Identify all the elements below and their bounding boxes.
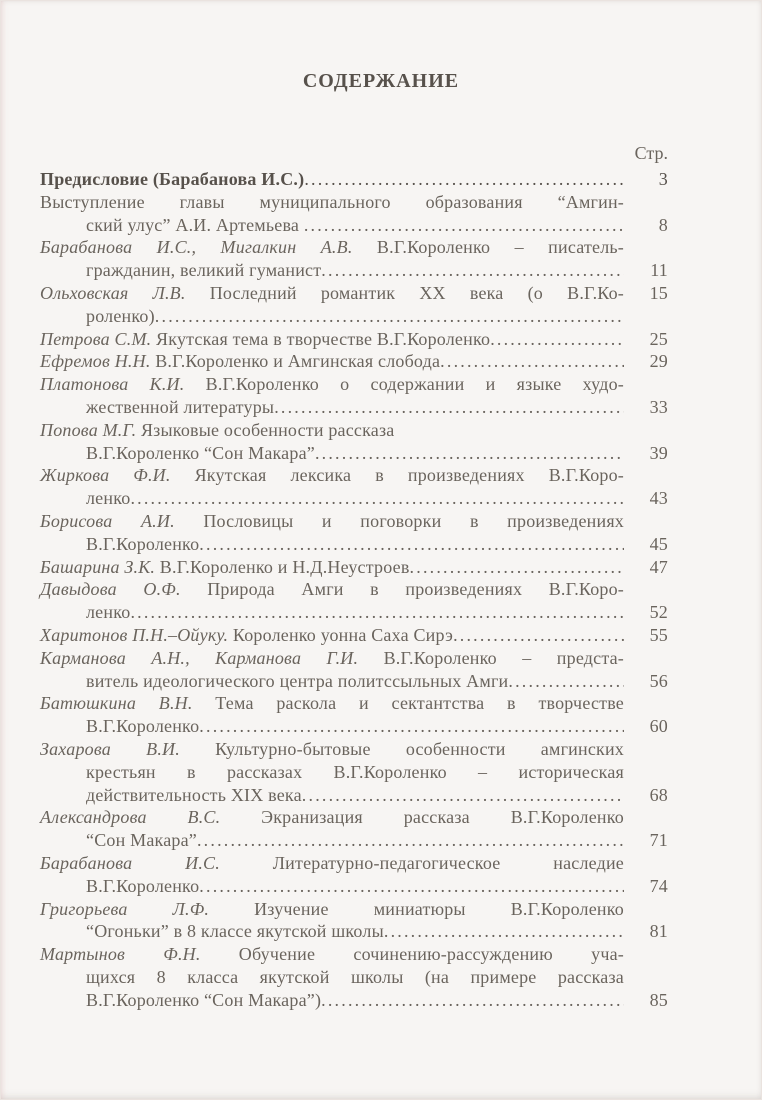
toc-title-text: Пословицы и поговорки в произведениях <box>174 510 624 531</box>
toc-line <box>40 442 668 465</box>
dot-leader <box>490 328 624 351</box>
toc-line-text <box>40 806 624 829</box>
dot-leader <box>130 487 624 510</box>
toc-line <box>40 305 668 328</box>
toc-line-text <box>40 692 624 715</box>
toc-title-text: Экранизация рассказа В.Г.Короленко <box>220 807 624 828</box>
toc-title-text: В.Г.Короленко – писатель- <box>352 237 624 258</box>
toc-title-text: щихся 8 класса якутской школы (на примере рассказа <box>86 966 624 987</box>
toc-title-text: крестьян в рассказах В.Г.Короленко – историческая <box>86 761 624 782</box>
toc-author: Захарова В.И. <box>40 738 180 759</box>
toc-author: Борисова А.И. <box>40 510 175 531</box>
toc-title-text: “Огоньки” в 8 классе якутской школы <box>86 921 384 942</box>
toc-author: Барабанова И.С. <box>40 852 220 873</box>
dot-leader <box>199 875 624 898</box>
toc-line-text <box>40 328 624 351</box>
toc-line <box>40 989 668 1012</box>
toc-title-text: ский улус” А.И. Артемьева <box>86 214 304 235</box>
toc-author: Харитонов П.Н.–Ойуку. <box>40 624 229 645</box>
toc-line <box>40 191 668 214</box>
toc-title-text: Якутская тема в творчестве В.Г.Короленко <box>151 328 491 349</box>
page-column-header: Стр. <box>634 143 668 163</box>
toc-author: Григорьева Л.Ф. <box>40 898 210 919</box>
toc-title-text: “Сон Макара” <box>86 830 197 851</box>
toc-line <box>40 487 668 510</box>
toc-page-number: 3 <box>658 169 668 189</box>
dot-leader <box>315 442 624 465</box>
toc-title-text: В.Г.Короленко “Сон Макара” <box>86 442 315 463</box>
toc-page-number: 15 <box>649 282 668 303</box>
toc-title-text: В.Г.Короленко <box>86 533 200 554</box>
toc-title-text: Выступление главы муниципального образования “Амгин- <box>40 191 624 212</box>
toc-title-text: Короленко уонна Саха Сирэ <box>228 624 454 645</box>
toc-line-text <box>40 898 624 921</box>
toc-line-text <box>40 875 624 898</box>
toc-line <box>40 556 668 579</box>
dot-leader <box>453 624 624 647</box>
toc-author: Петрова С.М. <box>40 328 152 349</box>
toc-page-number: 43 <box>649 488 668 509</box>
toc-line-text <box>40 442 624 465</box>
toc-page-number: 8 <box>658 214 668 235</box>
toc-line-text <box>40 943 624 966</box>
toc-line-text <box>40 829 624 852</box>
toc-list <box>40 168 668 1011</box>
toc-line-text <box>40 487 624 510</box>
toc-line <box>40 259 668 282</box>
table-of-contents <box>40 141 668 1011</box>
toc-line-text <box>40 533 624 556</box>
toc-page-number: 29 <box>649 351 668 372</box>
toc-line-text <box>40 168 624 191</box>
toc-author: Жиркова Ф.И. <box>40 465 171 486</box>
toc-title-text: В.Г.Короленко – предста- <box>358 647 624 668</box>
dot-leader <box>304 168 624 191</box>
toc-line-text <box>40 647 624 670</box>
toc-line-text <box>40 259 624 282</box>
toc-line <box>40 692 668 715</box>
toc-line <box>40 350 668 373</box>
toc-page-number: 39 <box>649 442 668 463</box>
toc-page-number: 60 <box>649 716 668 737</box>
toc-line <box>40 852 668 875</box>
page-title: СОДЕРЖАНИЕ <box>302 70 460 92</box>
toc-line-text <box>40 715 624 738</box>
toc-line <box>40 920 668 943</box>
toc-line-text <box>40 989 624 1012</box>
toc-line <box>40 715 668 738</box>
toc-author: Попова М.Г. <box>40 419 137 440</box>
toc-title-text: Культурно-бытовые особенности амгинских <box>179 738 624 759</box>
toc-title-text: Предисловие (Барабанова И.С.) <box>40 169 305 189</box>
toc-author: Давыдова О.Ф. <box>40 579 181 600</box>
toc-page-number: 71 <box>649 830 668 851</box>
toc-author: Мартынов Ф.Н. <box>40 944 201 965</box>
toc-title-text: гражданин, великий гуманист <box>86 260 322 281</box>
toc-line <box>40 875 668 898</box>
toc-title-text: Якутская лексика в произведениях В.Г.Коро- <box>170 465 624 486</box>
toc-page-number: 47 <box>649 556 668 577</box>
dot-leader <box>199 533 624 556</box>
toc-page-number: 11 <box>650 260 668 281</box>
toc-line-text <box>40 464 624 487</box>
dot-leader <box>197 829 624 852</box>
toc-title-text: Обучение сочинению-рассуждению уча- <box>200 944 624 965</box>
toc-line <box>40 396 668 419</box>
dot-leader <box>384 920 624 943</box>
toc-page-number: 25 <box>649 328 668 349</box>
toc-title-text: действительность XIX века <box>86 784 302 805</box>
toc-page-number: 68 <box>649 784 668 805</box>
toc-title-text: Тема раскола и сектантства в творчестве <box>192 693 624 714</box>
dot-leader <box>321 259 624 282</box>
toc-title-text: В.Г.Короленко и Амгинская слобода <box>150 351 441 372</box>
toc-line <box>40 214 668 237</box>
toc-title-text: ленко <box>86 602 131 623</box>
toc-line-text <box>40 670 624 693</box>
toc-line <box>40 510 668 533</box>
toc-line-text <box>40 578 624 601</box>
dot-leader <box>508 670 624 693</box>
toc-author: Ефремов Н.Н. <box>40 351 151 372</box>
toc-line <box>40 373 668 396</box>
toc-line-text <box>40 214 624 237</box>
toc-line-text <box>40 396 624 419</box>
toc-title-text: жественной литературы <box>86 396 275 417</box>
toc-title-text: Природа Амги в произведениях В.Г.Коро- <box>180 579 625 600</box>
toc-line <box>40 647 668 670</box>
toc-page-number: 81 <box>649 921 668 942</box>
dot-leader <box>302 784 624 807</box>
toc-line <box>40 829 668 852</box>
toc-author: Платонова К.И. <box>40 374 185 395</box>
toc-line-text <box>40 624 624 647</box>
toc-title-text: В.Г.Короленко <box>86 716 200 737</box>
dot-leader <box>410 556 624 579</box>
dot-leader <box>199 715 624 738</box>
toc-line <box>40 738 668 761</box>
toc-line <box>40 282 668 305</box>
toc-page-number: 33 <box>649 396 668 417</box>
toc-title-text: В.Г.Короленко и Н.Д.Неустроев <box>155 556 410 577</box>
toc-line-text <box>40 784 624 807</box>
toc-line-text <box>40 373 624 396</box>
toc-title-text: Последний романтик XX века (о В.Г.Ко- <box>185 282 624 303</box>
toc-line-text <box>40 282 624 305</box>
toc-line <box>40 601 668 624</box>
toc-author: Барабанова И.С., Мигалкин А.В. <box>40 237 353 258</box>
toc-line <box>40 806 668 829</box>
dot-leader <box>130 601 624 624</box>
toc-line-text <box>40 419 624 442</box>
toc-line <box>40 670 668 693</box>
toc-line-text <box>40 305 624 328</box>
toc-author: Карманова А.Н., Карманова Г.И. <box>40 647 359 668</box>
toc-title-text: Языковые особенности рассказа <box>136 419 395 440</box>
toc-line-text <box>40 556 624 579</box>
toc-page-number: 52 <box>649 602 668 623</box>
toc-author: Башарина З.К. <box>40 556 156 577</box>
toc-author: Александрова В.С. <box>40 807 221 828</box>
toc-line-text <box>40 738 624 761</box>
toc-line-text <box>40 510 624 533</box>
toc-title-text: Изучение миниатюры В.Г.Короленко <box>209 898 624 919</box>
dot-leader <box>155 305 624 328</box>
dot-leader <box>440 350 624 373</box>
toc-line-text <box>40 191 624 214</box>
dot-leader <box>321 989 624 1012</box>
toc-line <box>40 533 668 556</box>
toc-line <box>40 784 668 807</box>
toc-title-text: В.Г.Короленко “Сон Макара”) <box>86 989 322 1010</box>
toc-line <box>40 943 668 966</box>
toc-line <box>40 578 668 601</box>
dot-leader <box>274 396 624 419</box>
toc-author: Батюшкина В.Н. <box>40 693 193 714</box>
toc-title-text: витель идеологического центра политссыльных Амги <box>86 670 509 691</box>
toc-line <box>40 168 668 191</box>
toc-page-number: 56 <box>649 670 668 691</box>
toc-page-number: 55 <box>649 624 668 645</box>
toc-page-number: 74 <box>649 875 668 896</box>
toc-line <box>40 328 668 351</box>
toc-title-text: Литературно-педагогическое наследие <box>219 852 625 873</box>
toc-page-number: 85 <box>649 989 668 1010</box>
toc-line-text <box>40 852 624 875</box>
toc-title-text: ленко <box>86 488 131 509</box>
toc-title-text: В.Г.Короленко <box>86 875 200 896</box>
toc-line <box>40 464 668 487</box>
toc-line-text <box>40 761 624 784</box>
toc-line <box>40 236 668 259</box>
toc-title-text: роленко) <box>86 305 155 326</box>
toc-line <box>40 419 668 442</box>
toc-line <box>40 761 668 784</box>
toc-page-number: 45 <box>649 533 668 554</box>
toc-line-text <box>40 236 624 259</box>
toc-line <box>40 898 668 921</box>
toc-line <box>40 966 668 989</box>
toc-line <box>40 624 668 647</box>
dot-leader <box>304 214 624 237</box>
toc-title-text: В.Г.Короленко о содержании и языке худо- <box>184 374 624 395</box>
toc-line-text <box>40 920 624 943</box>
toc-line-text <box>40 601 624 624</box>
toc-line-text <box>40 350 624 373</box>
toc-author: Ольховская Л.В. <box>40 282 186 303</box>
toc-line-text <box>40 966 624 989</box>
